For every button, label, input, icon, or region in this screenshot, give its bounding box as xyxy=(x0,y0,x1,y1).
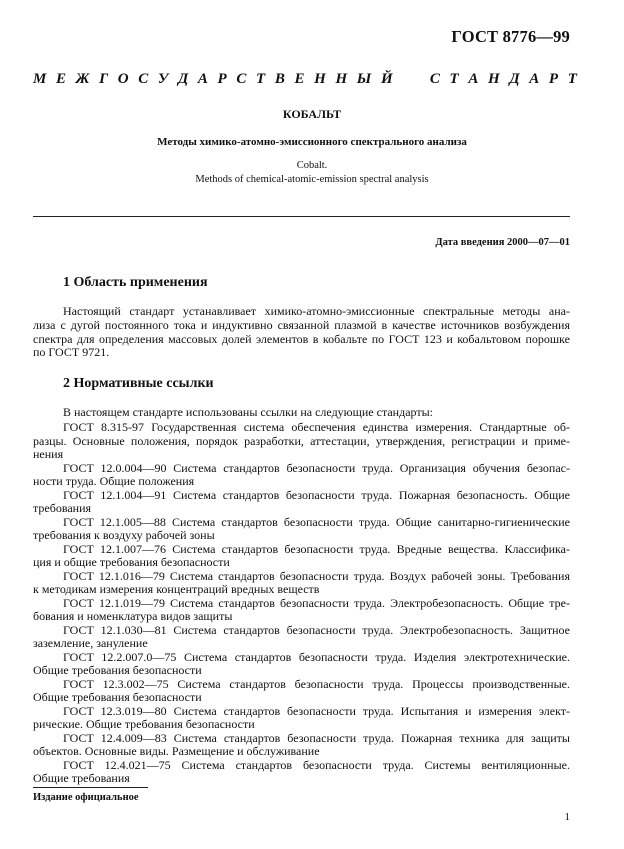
banner-letter: Д xyxy=(509,71,520,87)
reference-line: рические. Общие требования безопасности xyxy=(33,717,255,731)
introduction-date: Дата введения 2000—07—01 xyxy=(435,237,570,248)
reference-line: Общие требования xyxy=(33,771,130,785)
reference-line: ГОСТ 12.3.019—80 Система стандартов безопасности труда. Испытания и измерения элект- xyxy=(63,703,570,718)
banner-letter: Р xyxy=(548,71,559,87)
document-subtitle: Методы химико-атомно-эмиссионного спектрального анализа xyxy=(157,136,467,148)
banner-letter: Т xyxy=(256,71,266,87)
banner-letter: В xyxy=(274,71,285,87)
banner-letter: Р xyxy=(217,71,227,87)
reference-line: ГОСТ 12.0.004—90 Система стандартов безопасности труда. Организация обучения безопас- xyxy=(63,460,570,475)
section-1-heading: 1 Область применения xyxy=(63,275,208,290)
banner-letter: С xyxy=(429,71,440,87)
reference-line: ГОСТ 12.1.030—81 Система стандартов безопасности труда. Электробезопасность. Защитное xyxy=(63,622,570,637)
banner-letter: Е xyxy=(55,71,66,87)
banner-letter: Д xyxy=(177,71,189,87)
interstate-standard-banner xyxy=(33,71,577,88)
reference-line: объектов. Основные виды. Размещение и обслуживание xyxy=(33,744,320,758)
banner-letter: Ы xyxy=(356,71,372,87)
reference-line: ности труда. Общие положения xyxy=(33,474,195,488)
reference-line: Общие требования безопасности xyxy=(33,690,202,704)
reference-line: бования и номенклатура видов защиты xyxy=(33,609,233,623)
reference-line: к методикам измерения концентраций вредных веществ xyxy=(33,582,320,596)
reference-line: нения xyxy=(33,447,64,461)
reference-line: ГОСТ 12.4.021—75 Система стандартов безопасности труда. Системы вентиляционные. xyxy=(63,757,570,772)
reference-line: ГОСТ 12.1.005—88 Система стандартов безопасности труда. Общие санитарно-гигиенические xyxy=(63,514,570,529)
reference-line: ГОСТ 12.1.016—79 Система стандартов безопасности труда. Воздух рабочей зоны. Требования xyxy=(63,568,570,583)
official-edition-note: Издание официальное xyxy=(33,792,139,803)
section-1-line: по ГОСТ 9721. xyxy=(33,345,110,359)
banner-letter: Г xyxy=(99,71,109,87)
reference-line: ГОСТ 12.3.002—75 Система стандартов безопасности труда. Процессы производственные. xyxy=(63,676,570,691)
banner-letter: Т xyxy=(567,71,577,87)
reference-line: ция и общие требования безопасности xyxy=(33,555,230,569)
reference-line: разцы. Основные положения, порядок разработки, аттестации, утверждения, регистрации и приме- xyxy=(33,433,570,448)
banner-letter: Н xyxy=(314,71,326,87)
section-1-line: спектра для определения массовых долей элементов в кобальте по ГОСТ 123 и кобальтовом порошке xyxy=(33,332,570,346)
english-title-line-1: Cobalt. xyxy=(296,160,328,171)
section-1-line: лиза с дугой постоянного тока и индуктивно связанной плазмой в качестве источников возбуждения xyxy=(33,318,570,332)
reference-line: ГОСТ 12.1.007—76 Система стандартов безопасности труда. Вредные вещества. Классифика- xyxy=(63,541,570,556)
english-title-line-2: Methods of chemical-atomic-emission spectral analysis xyxy=(195,174,429,185)
banner-letter: У xyxy=(157,71,169,87)
banner-letter: С xyxy=(138,71,149,87)
reference-line: ГОСТ 8.315-97 Государственная система обеспечения единства измерения. Стандартные об- xyxy=(63,420,570,434)
banner-letter: Н xyxy=(335,71,348,87)
banner-letter: Й xyxy=(380,71,393,87)
reference-line: ГОСТ 12.1.019—79 Система стандартов безопасности труда. Электробезопасность. Общие тре- xyxy=(63,595,570,610)
reference-line: ГОСТ 12.4.009—83 Система стандартов безопасности труда. Пожарная техника для защиты xyxy=(63,730,570,745)
reference-line: Общие требования безопасности xyxy=(33,663,202,677)
reference-line: ГОСТ 12.2.007.0—75 Система стандартов безопасности труда. Изделия электротехнические. xyxy=(63,649,570,664)
title-divider xyxy=(33,216,570,217)
section-2-intro: В настоящем стандарте использованы ссылки на следующие стандарты: xyxy=(63,405,434,419)
banner-letter: С xyxy=(236,71,247,87)
page-number: 1 xyxy=(564,811,570,823)
banner-letter: А xyxy=(197,71,208,87)
reference-line: заземление, зануление xyxy=(33,636,148,650)
banner-letter: Ж xyxy=(75,71,90,87)
section-2-heading: 2 Нормативные ссылки xyxy=(63,376,214,391)
banner-letter: Н xyxy=(488,71,500,87)
reference-line: требования xyxy=(33,501,92,515)
gost-code: ГОСТ 8776—99 xyxy=(451,27,570,46)
banner-letter: О xyxy=(117,71,129,87)
reference-line: требования к воздуху рабочей зоны xyxy=(33,528,215,542)
banner-letter: Т xyxy=(449,71,459,87)
footer-rule xyxy=(33,787,148,788)
banner-letter: А xyxy=(468,71,479,87)
banner-word-gap xyxy=(402,71,420,88)
banner-letter: Е xyxy=(294,71,305,87)
reference-line: ГОСТ 12.1.004—91 Система стандартов безопасности труда. Пожарная безопасность. Общие xyxy=(63,487,570,502)
banner-letter: М xyxy=(33,71,47,87)
document-title: КОБАЛЬТ xyxy=(282,107,342,121)
banner-letter: А xyxy=(529,71,540,87)
section-1-line: Настоящий стандарт устанавливает химико-атомно-эмиссионные спектральные методы ана- xyxy=(63,304,570,318)
